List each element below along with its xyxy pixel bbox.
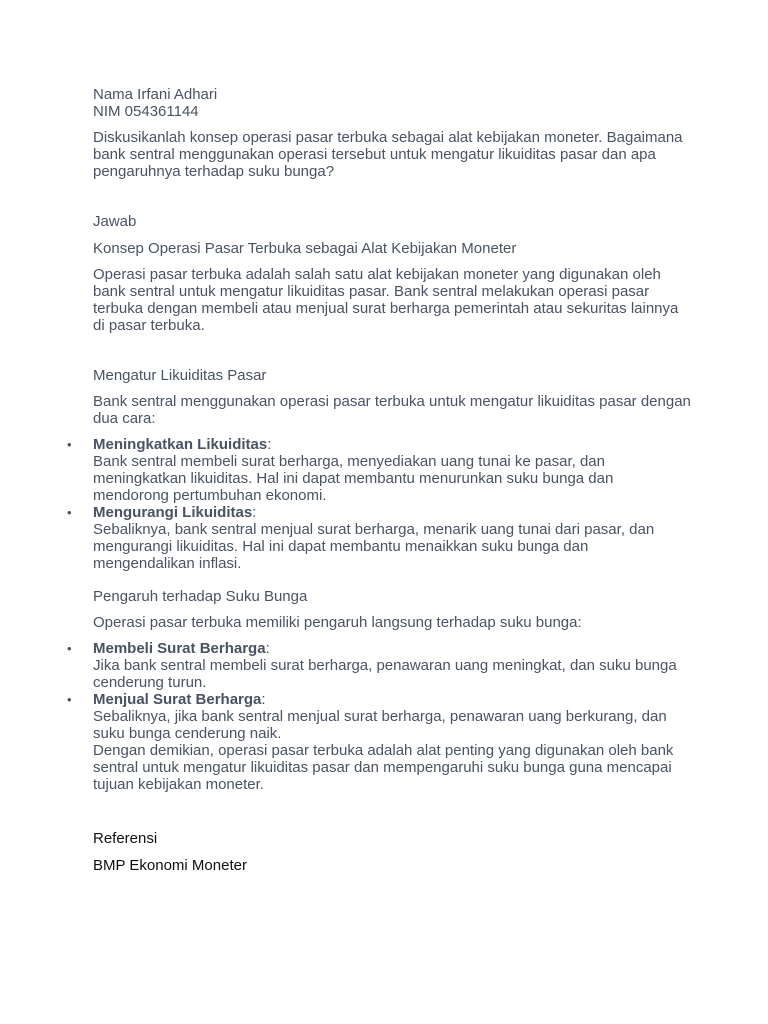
answer-label: Jawab bbox=[93, 213, 137, 230]
list-item-term: Menjual Surat Berharga bbox=[93, 691, 262, 708]
section1-paragraph: Operasi pasar terbuka adalah salah satu alat kebijakan moneter yang digunakan oleh bank sentral untuk mengatur likuiditas pasar. Bank sentral melakukan operasi pasar terbuka dengan membeli atau menjual surat berharga pemerintah atau sekuritas lainnya di pasar terbuka. bbox=[93, 266, 679, 334]
list-item-term: Mengurangi Likuiditas bbox=[93, 504, 253, 521]
list-item bbox=[93, 504, 693, 572]
list-item-text: Sebaliknya, bank sentral menjual surat berharga, menarik uang tunai dari pasar, dan mengurangi likuiditas. Hal ini dapat membantu menaikkan suku bunga dan mengendalikan inflasi. bbox=[93, 521, 655, 572]
list-item bbox=[93, 691, 693, 793]
list-item-text: Bank sentral membeli surat berharga, menyediakan uang tunai ke pasar, dan meningkatkan likuiditas. Hal ini dapat membantu menurunkan suku bunga dan mendorong pertumbuhan ekonomi. bbox=[93, 453, 614, 504]
list-item-colon: : bbox=[265, 640, 270, 657]
document-page bbox=[93, 86, 693, 874]
question-text: Diskusikanlah konsep operasi pasar terbuka sebagai alat kebijakan moneter. Bagaimana bank sentral menggunakan operasi tersebut untuk mengatur likuiditas pasar dan apa pengaruhnya terhadap suku bunga? bbox=[93, 129, 683, 180]
conclusion-text: Dengan demikian, operasi pasar terbuka adalah alat penting yang digunakan oleh bank sentral untuk mengatur likuiditas pasar dan mempengaruhi suku bunga guna mencapai tujuan kebijakan moneter. bbox=[93, 742, 674, 793]
list-item-text: Sebaliknya, jika bank sentral menjual surat berharga, penawaran uang berkurang, dan suku bunga cenderung naik. bbox=[93, 708, 667, 742]
student-name: Nama Irfani Adhari bbox=[93, 86, 218, 103]
student-nim: NIM 054361144 bbox=[93, 103, 199, 120]
list-item-colon: : bbox=[261, 691, 266, 708]
interest-list bbox=[93, 640, 693, 793]
reference-item: BMP Ekonomi Moneter bbox=[93, 857, 247, 874]
section1-heading: Konsep Operasi Pasar Terbuka sebagai Alat Kebijakan Moneter bbox=[93, 240, 517, 257]
list-item bbox=[93, 640, 693, 691]
liquidity-list bbox=[93, 436, 693, 572]
list-item-term: Membeli Surat Berharga bbox=[93, 640, 266, 657]
section2-heading: Mengatur Likuiditas Pasar bbox=[93, 367, 267, 384]
list-item-colon: : bbox=[267, 436, 272, 453]
section2-intro: Bank sentral menggunakan operasi pasar terbuka untuk mengatur likuiditas pasar dengan dua cara: bbox=[93, 393, 691, 427]
list-item-colon: : bbox=[252, 504, 257, 521]
list-item-text: Jika bank sentral membeli surat berharga, penawaran uang meningkat, dan suku bunga cenderung turun. bbox=[93, 657, 677, 691]
list-item-term: Meningkatkan Likuiditas bbox=[93, 436, 268, 453]
references-heading: Referensi bbox=[93, 830, 158, 847]
section3-heading: Pengaruh terhadap Suku Bunga bbox=[93, 588, 308, 605]
section3-intro: Operasi pasar terbuka memiliki pengaruh langsung terhadap suku bunga: bbox=[93, 614, 582, 631]
list-item bbox=[93, 436, 693, 504]
